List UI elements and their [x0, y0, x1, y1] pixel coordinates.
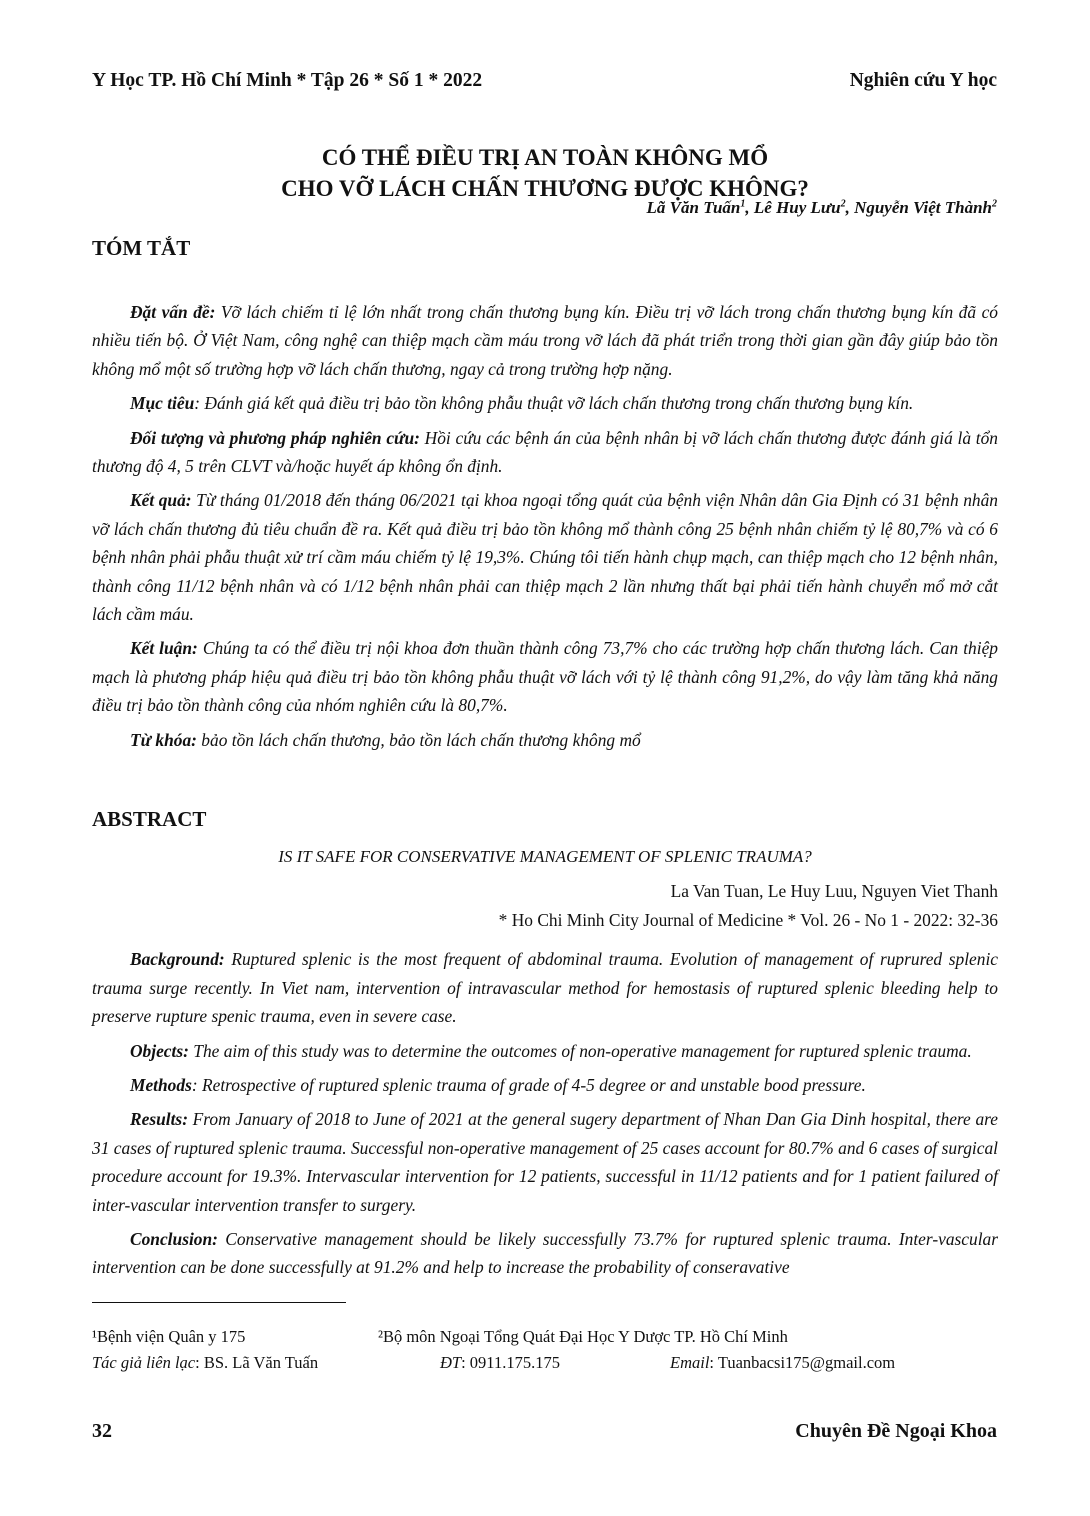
paragraph-lead: Conclusion: [130, 1229, 218, 1250]
running-header-journal: Y Học TP. Hồ Chí Minh * Tập 26 * Số 1 * 2022 [92, 70, 483, 91]
abstract-paragraph [92, 424, 998, 481]
paragraph-text: Conservative management should be likely successfully 73.7% for ruptured splenic trauma. Inter-vascular intervention can be done successfully at 91.2% and help to increase the probability of conseravative [92, 1229, 998, 1278]
english-title: IS IT SAFE FOR CONSERVATIVE MANAGEMENT OF SPLENIC TRAUMA? [278, 847, 812, 866]
author: Lê Huy Lưu [753, 198, 841, 217]
english-authors: La Van Tuan, Le Huy Luu, Nguyen Viet Thanh [670, 881, 998, 902]
affiliation-2: ²Bộ môn Ngoại Tổng Quát Đại Học Y Dược TP. Hồ Chí Minh [378, 1327, 788, 1346]
label: Email [670, 1353, 710, 1372]
label: Tác giả liên lạc [92, 1353, 196, 1372]
value: : Tuanbacsi175@gmail.com [709, 1353, 896, 1372]
paragraph-text: From January of 2018 to June of 2021 at the general sugery department of Nhan Dan Gia Dinh hospital, there are 31 cases of ruptured splenic trauma. Successful non-operative management of 25 cases account for 80.7% and 6 cases of surgical procedure account for 19.3%. Intervascular intervention for 12 patients, successful in 11/12 patients and for 1 patient failured of inter-vascular intervention transfer to surgery. [92, 1109, 998, 1215]
abstract-paragraph [92, 389, 998, 417]
author-list: Lã Văn Tuấn$^1$, Lê Huy Lưu$^2$, Nguyễn Việt Thành$^2$ [646, 198, 997, 217]
abstract-paragraph [92, 298, 998, 383]
value: : 0911.175.175 [461, 1353, 560, 1372]
abstract-paragraph [92, 1225, 998, 1282]
vietnamese-abstract [92, 298, 998, 760]
paragraph-lead: Methods [130, 1075, 192, 1096]
abstract-paragraph [92, 486, 998, 628]
paragraph-lead: Đặt vấn đề: [130, 302, 216, 322]
abstract-paragraph [92, 1071, 998, 1099]
title-line-2: CHO VỠ LÁCH CHẤN THƯƠNG ĐƯỢC KHÔNG? [281, 176, 809, 201]
paragraph-text: Ruptured splenic is the most frequent of abdominal trauma. Evolution of management of ruprured splenic trauma surge recently. In Viet nam, intervention of intravascular method for hemostasis of ruptured splenic bleeding help to preserve rupture spenic trauma, even in severe case. [92, 949, 998, 1027]
affiliation-mark: 2 [992, 198, 997, 210]
article-title [0, 142, 1090, 204]
title-line-1: CÓ THỂ ĐIỀU TRỊ AN TOÀN KHÔNG MỔ [321, 145, 769, 170]
running-footer-section: Chuyên Đề Ngoại Khoa [795, 1420, 997, 1442]
affiliation-1: ¹Bệnh viện Quân y 175 [92, 1327, 246, 1346]
paragraph-lead: Background: [130, 949, 225, 970]
running-header-section: Nghiên cứu Y học [849, 70, 997, 91]
affiliation-mark: 1 [740, 198, 746, 210]
value: : BS. Lã Văn Tuấn [195, 1353, 319, 1372]
paragraph-text: bảo tồn lách chấn thương, bảo tồn lách chấn thương không mổ [196, 729, 641, 750]
citation: * Ho Chi Minh City Journal of Medicine * Vol. 26 - No 1 - 2022: 32-36 [498, 910, 998, 931]
paragraph-lead: Kết quả: [130, 490, 192, 511]
paragraph-lead: Objects: [130, 1040, 189, 1061]
paragraph-lead: Đối tượng và phương pháp nghiên cứu: [130, 427, 420, 448]
section-heading-abstract: ABSTRACT [92, 807, 207, 831]
paragraph-text: : Đánh giá kết quả điều trị bảo tồn không phẫu thuật vỡ lách chấn thương trong chấn thương bụng kín. [194, 393, 914, 414]
paragraph-lead: Kết luận: [130, 638, 198, 659]
page-number: 32 [92, 1420, 112, 1442]
keywords-paragraph [92, 726, 998, 754]
author: Nguyễn Việt Thành [854, 198, 992, 217]
paragraph-text: Hồi cứu các bệnh án của bệnh nhân bị vỡ lách chấn thương được đánh giá là tổn thương độ 4, 5 trên CLVT và/hoặc huyết áp không ổn định. [92, 427, 998, 477]
footnote-divider [92, 1302, 346, 1303]
paragraph-text: Chúng ta có thể điều trị nội khoa đơn thuần thành công 73,7% cho các trường hợp chấn thương lách. Can thiệp mạch là phương pháp hiệu quả điều trị bảo tồn không phẫu thuật vỡ lách với tỷ lệ thành công 91,2%, do vậy làm tăng khả năng điều trị bảo tồn thành công của nhóm nghiên cứu là 80,7%. [92, 638, 998, 716]
corresponding-author [92, 1350, 318, 1375]
author: Lã Văn Tuấn [646, 198, 741, 217]
affiliation-mark: 2 [840, 198, 846, 210]
paragraph-lead: Results: [130, 1109, 188, 1130]
abstract-paragraph [92, 945, 998, 1030]
abstract-paragraph [92, 634, 998, 719]
paragraph-lead: Từ khóa: [130, 729, 197, 750]
label: ĐT [440, 1353, 462, 1372]
abstract-paragraph [92, 1037, 998, 1065]
english-abstract [92, 843, 998, 1288]
email [670, 1350, 895, 1375]
phone [440, 1350, 560, 1375]
paragraph-lead: Mục tiêu [130, 393, 195, 414]
paragraph-text: Vỡ lách chiếm tỉ lệ lớn nhất trong chấn thương bụng kín. Điều trị vỡ lách trong chấn thương bụng kín đã có nhiều tiến bộ. Ở Việt Nam, công nghệ can thiệp mạch cầm máu trong vỡ lách đã phát triển trong thời gian gần đây giúp bảo tồn không mổ một số trường hợp vỡ lách chấn thương, ngay cả trong trường hợp nặng. [92, 302, 999, 379]
section-heading-tomtat: TÓM TẮT [92, 236, 191, 260]
paragraph-text: Từ tháng 01/2018 đến tháng 06/2021 tại khoa ngoại tổng quát của bệnh viện Nhân dân Gia Định có 31 bệnh nhân vỡ lách chấn thương đủ tiêu chuẩn đề ra. Kết quả điều trị bảo tồn không mổ thành công 25 bệnh nhân chiếm tỷ lệ 80,7% và có 6 bệnh nhân phải phẫu thuật xử trí cầm máu chiếm tỷ lệ 19,3%. Chúng tôi tiến hành chụp mạch, can thiệp mạch cho 12 bệnh nhân, thành công 11/12 bệnh nhân và có 1/12 bệnh nhân phải can thiệp mạch 2 lần nhưng thất bại phải tiến hành chuyển mổ mở cắt lách cầm máu. [92, 490, 998, 625]
paragraph-text: : Retrospective of ruptured splenic trauma of grade of 4-5 degree or and unstable bood pressure. [191, 1075, 866, 1096]
paragraph-text: The aim of this study was to determine the outcomes of non-operative management for ruptured splenic trauma. [188, 1040, 972, 1061]
abstract-paragraph [92, 1105, 998, 1219]
